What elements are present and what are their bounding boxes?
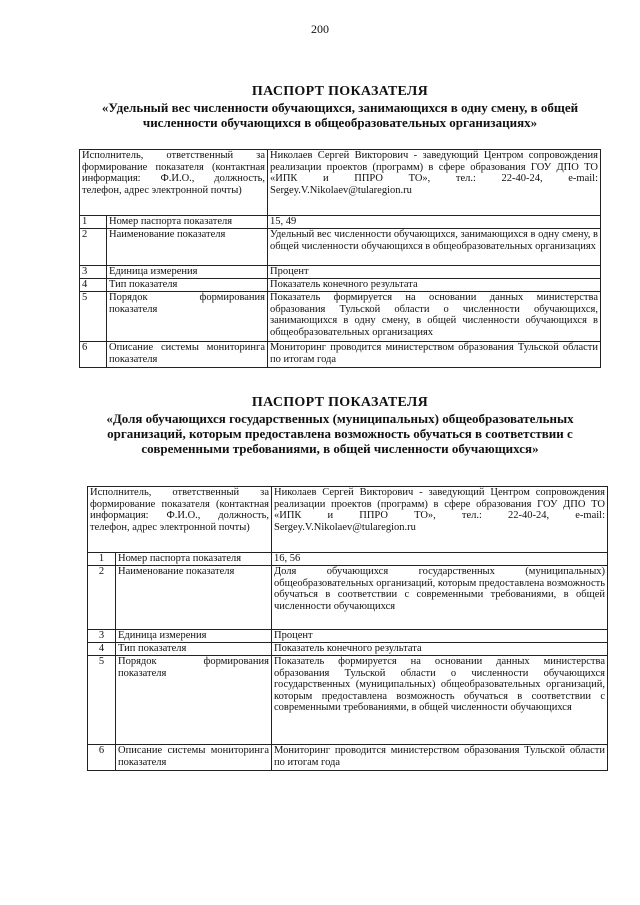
row-value: Доля обучающихся государственных (муниципальных) общеобразовательных организаций, которым предоставлена возможность обучаться в соответствии с современными требованиями, в общей численности обучающихся — [272, 566, 608, 630]
row-number: 3 — [80, 266, 107, 279]
row-number: 6 — [88, 745, 116, 771]
page-number: 200 — [311, 22, 329, 36]
row-label: Тип показателя — [116, 643, 272, 656]
executor-value: Николаев Сергей Викторович - заведующий Центром сопровождения реализации проектов (программ) в сфере образования ГОУ ДПО ТО «ИПК и ППРО ТО», тел.: 22-40-24, e-mail: Sergey.V.Nikolaev@tularegion.ru — [268, 150, 601, 216]
row-label: Номер паспорта показателя — [116, 553, 272, 566]
row-label: Порядок формирования показателя — [107, 292, 268, 342]
row-number: 5 — [88, 656, 116, 745]
row-value: Показатель формируется на основании данных министерства образования Тульской области о численности обучающихся государственных (муниципальных) общеобразовательных организаций, которым предоставлена возможность обучаться в соответствии с современными требованиями, в общей численности обучающихся — [272, 656, 608, 745]
row-label: Номер паспорта показателя — [107, 216, 268, 229]
row-value: Удельный вес численности обучающихся, занимающихся в одну смену, в общей численности обучающихся в общеобразовательных организациях — [268, 229, 601, 266]
row-label: Описание системы мониторинга показателя — [116, 745, 272, 771]
row-value: Показатель конечного результата — [272, 643, 608, 656]
table-row — [88, 745, 608, 771]
table-row — [80, 342, 601, 368]
row-number: 5 — [80, 292, 107, 342]
row-label: Порядок формирования показателя — [116, 656, 272, 745]
row-value: Процент — [268, 266, 601, 279]
passport-1-heading — [80, 84, 600, 130]
row-label: Описание системы мониторинга показателя — [107, 342, 268, 368]
executor-label: Исполнитель, ответственный за формирование показателя (контактная информация: Ф.И.О., должность, телефон, адрес электронной почты) — [88, 487, 272, 553]
passport-2-heading — [80, 395, 600, 456]
row-number: 4 — [80, 279, 107, 292]
passport-2-title: ПАСПОРТ ПОКАЗАТЕЛЯ — [251, 395, 429, 410]
executor-label: Исполнитель, ответственный за формирование показателя (контактная информация: Ф.И.О., должность, телефон, адрес электронной почты) — [80, 150, 268, 216]
table-row — [80, 292, 601, 342]
passport-1-subtitle: «Удельный вес численности обучающихся, занимающихся в одну смену, в общей численности обучающихся в общеобразовательных организациях» — [101, 100, 579, 130]
row-value: Показатель формируется на основании данных министерства образования Тульской области о численности обучающихся, занимающихся в одну смену, в общей численности обучающихся в общеобразовательных организациях — [268, 292, 601, 342]
table-row — [80, 279, 601, 292]
table-row — [80, 229, 601, 266]
row-number: 2 — [80, 229, 107, 266]
passport-1-table — [79, 149, 601, 368]
row-number: 1 — [88, 553, 116, 566]
table-row — [88, 553, 608, 566]
row-value: 16, 56 — [272, 553, 608, 566]
table-row — [80, 266, 601, 279]
row-value: Процент — [272, 630, 608, 643]
row-label: Наименование показателя — [116, 566, 272, 630]
row-number: 1 — [80, 216, 107, 229]
row-value: Мониторинг проводится министерством образования Тульской области по итогам года — [272, 745, 608, 771]
row-number: 3 — [88, 630, 116, 643]
row-number: 6 — [80, 342, 107, 368]
table-row — [88, 656, 608, 745]
row-value: Показатель конечного результата — [268, 279, 601, 292]
table-row — [88, 566, 608, 630]
row-value: Мониторинг проводится министерством образования Тульской области по итогам года — [268, 342, 601, 368]
row-label: Наименование показателя — [107, 229, 268, 266]
row-number: 2 — [88, 566, 116, 630]
row-number: 4 — [88, 643, 116, 656]
row-label: Единица измерения — [107, 266, 268, 279]
passport-1-title: ПАСПОРТ ПОКАЗАТЕЛЯ — [251, 84, 429, 99]
table-row — [80, 150, 601, 216]
executor-value: Николаев Сергей Викторович - заведующий Центром сопровождения реализации проектов (программ) в сфере образования ГОУ ДПО ТО «ИПК и ППРО ТО», тел.: 22-40-24, e-mail: Sergey.V.Nikolaev@tularegion.ru — [272, 487, 608, 553]
table-row — [88, 630, 608, 643]
row-label: Единица измерения — [116, 630, 272, 643]
row-label: Тип показателя — [107, 279, 268, 292]
table-row — [80, 216, 601, 229]
table-row — [88, 487, 608, 553]
table-row — [88, 643, 608, 656]
row-value: 15, 49 — [268, 216, 601, 229]
passport-2-table — [87, 486, 608, 771]
passport-2-subtitle: «Доля обучающихся государственных (муниципальных) общеобразовательных организаций, которым предоставлена возможность обучаться в соответствии с современными требованиями, в общей численности обучающихся» — [106, 411, 574, 456]
